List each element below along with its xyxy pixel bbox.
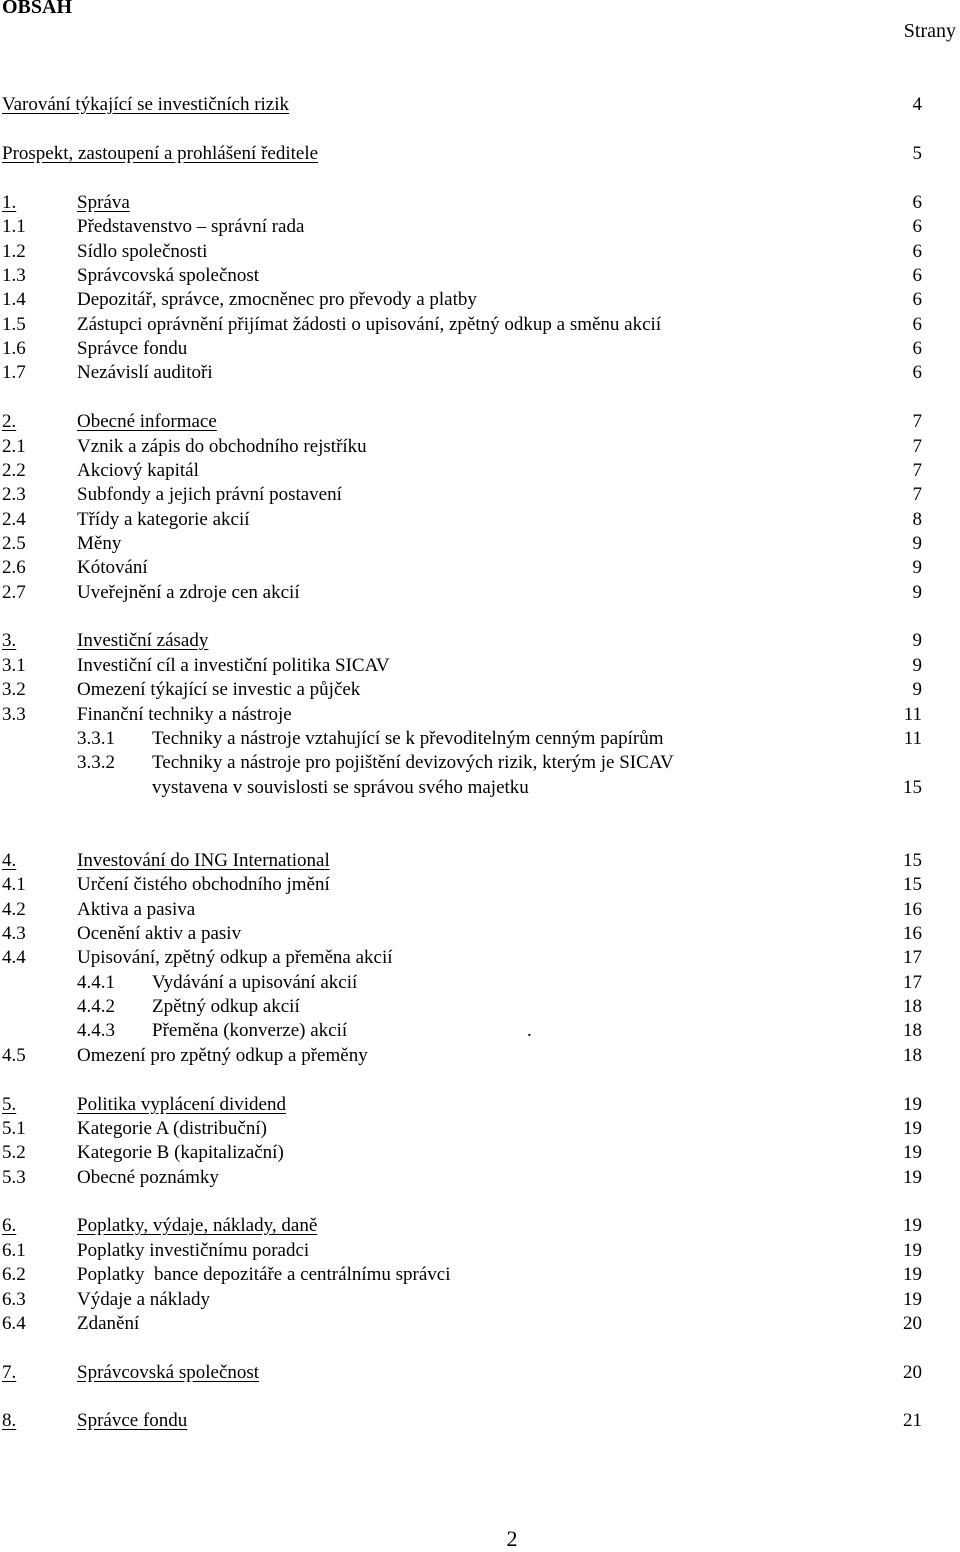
entry-title: Poplatky investičnímu poradci xyxy=(77,1240,310,1261)
section-page: 20 xyxy=(903,1362,922,1383)
entry-page: 16 xyxy=(903,899,922,920)
section-title: Investování do ING International xyxy=(77,850,330,871)
entry-page: 19 xyxy=(903,1167,922,1188)
toc-entry-3-3[interactable] xyxy=(0,703,960,727)
entry-title: Poplatky bance depozitáře a centrálnímu správci xyxy=(77,1264,451,1285)
section-number: 7. xyxy=(2,1362,17,1383)
subentry-title-continued: vystavena v souvislosti se správou svého majetku xyxy=(152,777,529,798)
entry-title: Kótování xyxy=(77,557,148,578)
subentry-page: 11 xyxy=(903,728,922,749)
entry-title: Omezení pro zpětný odkup a přeměny xyxy=(77,1045,368,1066)
entry-number: 4.3 xyxy=(2,923,26,944)
section-number: 4. xyxy=(2,850,17,871)
subentry-number: 4.4.3 xyxy=(77,1020,115,1041)
toc-title: OBSAH xyxy=(2,0,73,18)
entry-number: 6.1 xyxy=(2,1240,26,1261)
toc-entry-2-3[interactable] xyxy=(0,483,960,507)
entry-page: 20 xyxy=(903,1313,922,1334)
toc-subentry-3-3-2-continuation[interactable] xyxy=(0,776,960,800)
subentry-number: 3.3.1 xyxy=(77,728,115,749)
entry-title: Ocenění aktiv a pasiv xyxy=(77,923,242,944)
entry-title: Třídy a kategorie akcií xyxy=(77,509,250,530)
toc-entry-5-2[interactable] xyxy=(0,1141,960,1165)
toc-entry-4-4[interactable] xyxy=(0,946,960,970)
subentry-page: 18 xyxy=(903,996,922,1017)
entry-page: 8 xyxy=(912,509,922,530)
toc-entry-label: Varování týkající se investičních rizik xyxy=(2,94,290,115)
toc-entry-1-6[interactable] xyxy=(0,337,960,361)
subentry-title: Techniky a nástroje pro pojištění devizových rizik, kterým je SICAV xyxy=(152,752,674,773)
entry-number: 1.2 xyxy=(2,241,26,262)
section-title: Investiční zásady xyxy=(77,630,209,651)
subentry-page: 18 xyxy=(903,1020,922,1041)
entry-page: 7 xyxy=(912,460,922,481)
section-page: 7 xyxy=(912,411,922,432)
entry-page: 11 xyxy=(903,704,922,725)
section-page: 21 xyxy=(903,1410,922,1431)
toc-section-4[interactable] xyxy=(0,849,960,873)
section-title: Obecné informace xyxy=(77,411,217,432)
toc-section-3[interactable] xyxy=(0,629,960,653)
entry-number: 1.5 xyxy=(2,314,26,335)
toc-subentry-4-4-3[interactable] xyxy=(0,1019,960,1043)
entry-page: 9 xyxy=(912,582,922,603)
toc-section-5[interactable] xyxy=(0,1093,960,1117)
section-title: Správa xyxy=(77,192,130,213)
entry-page: 6 xyxy=(912,265,922,286)
toc-entry-1-5[interactable] xyxy=(0,313,960,337)
toc-section-6[interactable] xyxy=(0,1214,960,1238)
entry-title: Vznik a zápis do obchodního rejstříku xyxy=(77,436,367,457)
entry-title: Subfondy a jejich právní postavení xyxy=(77,484,342,505)
toc-section-2[interactable] xyxy=(0,410,960,434)
entry-number: 1.3 xyxy=(2,265,26,286)
entry-page: 6 xyxy=(912,362,922,383)
entry-title: Depozitář, správce, zmocněnec pro převody a platby xyxy=(77,289,477,310)
toc-entry-4-3[interactable] xyxy=(0,922,960,946)
subentry-title: Vydávání a upisování akcií xyxy=(152,972,358,993)
subentry-number: 4.4.2 xyxy=(77,996,115,1017)
entry-title: Zástupci oprávnění přijímat žádosti o upisování, zpětný odkup a směnu akcií xyxy=(77,314,662,335)
toc-entry-3-1[interactable] xyxy=(0,654,960,678)
toc-subentry-4-4-1[interactable] xyxy=(0,971,960,995)
section-number: 3. xyxy=(2,630,17,651)
section-title: Správcovská společnost xyxy=(77,1362,260,1383)
entry-number: 2.7 xyxy=(2,582,26,603)
entry-title: Nezávislí auditoři xyxy=(77,362,213,383)
entry-number: 1.4 xyxy=(2,289,26,310)
entry-page: 6 xyxy=(912,338,922,359)
entry-title: Kategorie B (kapitalizační) xyxy=(77,1142,284,1163)
toc-subentry-4-4-2[interactable] xyxy=(0,995,960,1019)
entry-page: 19 xyxy=(903,1118,922,1139)
toc-entry-label: Prospekt, zastoupení a prohlášení ředitele xyxy=(2,143,319,164)
subentry-page: 17 xyxy=(903,972,922,993)
pages-column-heading: Strany xyxy=(903,20,956,42)
toc-entry-1-4[interactable] xyxy=(0,288,960,312)
subentry-title: Techniky a nástroje vztahující se k převoditelným cenným papírům xyxy=(152,728,664,749)
entry-page: 9 xyxy=(912,557,922,578)
entry-number: 2.4 xyxy=(2,509,26,530)
toc-entry-2-6[interactable] xyxy=(0,556,960,580)
toc-entry-1-2[interactable] xyxy=(0,240,960,264)
entry-number: 2.5 xyxy=(2,533,26,554)
entry-title: Výdaje a náklady xyxy=(77,1289,210,1310)
entry-title: Omezení týkající se investic a půjček xyxy=(77,679,361,700)
page-number: 2 xyxy=(506,1526,518,1551)
section-page: 9 xyxy=(912,630,922,651)
toc-entry-warning[interactable] xyxy=(0,93,960,117)
toc-entry-prospect[interactable] xyxy=(0,142,960,166)
toc-entry-6-2[interactable] xyxy=(0,1263,960,1287)
entry-page: 19 xyxy=(903,1240,922,1261)
entry-title: Aktiva a pasiva xyxy=(77,899,196,920)
toc-entry-page: 4 xyxy=(912,94,922,115)
section-title: Politika vyplácení dividend xyxy=(77,1094,286,1115)
entry-page: 9 xyxy=(912,679,922,700)
toc-section-7[interactable] xyxy=(0,1361,960,1385)
entry-number: 1.6 xyxy=(2,338,26,359)
toc-subentry-3-3-1[interactable] xyxy=(0,727,960,751)
entry-title: Představenstvo – správní rada xyxy=(77,216,305,237)
entry-title: Investiční cíl a investiční politika SICAV xyxy=(77,655,390,676)
entry-number: 1.7 xyxy=(2,362,26,383)
entry-title: Uveřejnění a zdroje cen akcií xyxy=(77,582,300,603)
entry-page: 6 xyxy=(912,216,922,237)
entry-number: 3.2 xyxy=(2,679,26,700)
entry-number: 5.2 xyxy=(2,1142,26,1163)
entry-number: 4.4 xyxy=(2,947,26,968)
toc-entry-2-5[interactable] xyxy=(0,532,960,556)
toc-entry-4-2[interactable] xyxy=(0,898,960,922)
subentry-title: Přeměna (konverze) akcií xyxy=(152,1020,348,1041)
subentry-page: 15 xyxy=(903,777,922,798)
entry-number: 6.4 xyxy=(2,1313,26,1334)
entry-number: 3.3 xyxy=(2,704,26,725)
entry-page: 18 xyxy=(903,1045,922,1066)
subentry-title: Zpětný odkup akcií xyxy=(152,996,300,1017)
section-page: 19 xyxy=(903,1094,922,1115)
entry-number: 3.1 xyxy=(2,655,26,676)
entry-title: Zdanění xyxy=(77,1313,140,1334)
toc-entry-6-1[interactable] xyxy=(0,1239,960,1263)
toc-entry-3-2[interactable] xyxy=(0,678,960,702)
toc-entry-page: 5 xyxy=(912,143,922,164)
section-title: Poplatky, výdaje, náklady, daně xyxy=(77,1215,318,1236)
section-number: 8. xyxy=(2,1410,17,1431)
toc-entry-2-7[interactable] xyxy=(0,581,960,605)
entry-page: 6 xyxy=(912,289,922,310)
toc-entry-5-1[interactable] xyxy=(0,1117,960,1141)
toc-entry-5-3[interactable] xyxy=(0,1166,960,1190)
entry-number: 4.1 xyxy=(2,874,26,895)
section-number: 5. xyxy=(2,1094,17,1115)
entry-title: Obecné poznámky xyxy=(77,1167,219,1188)
section-title: Správce fondu xyxy=(77,1410,188,1431)
toc-subentry-3-3-2[interactable] xyxy=(0,751,960,775)
entry-number: 5.1 xyxy=(2,1118,26,1139)
entry-number: 1.1 xyxy=(2,216,26,237)
entry-page: 15 xyxy=(903,874,922,895)
entry-page: 6 xyxy=(912,314,922,335)
entry-number: 2.6 xyxy=(2,557,26,578)
entry-title: Měny xyxy=(77,533,122,554)
entry-page: 19 xyxy=(903,1142,922,1163)
entry-number: 5.3 xyxy=(2,1167,26,1188)
toc-entry-4-1[interactable] xyxy=(0,873,960,897)
entry-number: 2.3 xyxy=(2,484,26,505)
entry-page: 9 xyxy=(912,533,922,554)
entry-number: 4.2 xyxy=(2,899,26,920)
toc-entry-6-3[interactable] xyxy=(0,1288,960,1312)
entry-number: 4.5 xyxy=(2,1045,26,1066)
section-number: 2. xyxy=(2,411,17,432)
section-page: 15 xyxy=(903,850,922,871)
section-number: 1. xyxy=(2,192,17,213)
toc-entry-1-3[interactable] xyxy=(0,264,960,288)
entry-title: Akciový kapitál xyxy=(77,460,199,481)
entry-number: 6.2 xyxy=(2,1264,26,1285)
entry-page: 16 xyxy=(903,923,922,944)
entry-number: 2.1 xyxy=(2,436,26,457)
entry-title: Sídlo společnosti xyxy=(77,241,208,262)
entry-title: Správce fondu xyxy=(77,338,188,359)
entry-page: 17 xyxy=(903,947,922,968)
subentry-number: 4.4.1 xyxy=(77,972,115,993)
entry-title: Finanční techniky a nástroje xyxy=(77,704,292,725)
entry-page: 19 xyxy=(903,1264,922,1285)
section-page: 6 xyxy=(912,192,922,213)
toc-entry-6-4[interactable] xyxy=(0,1312,960,1336)
entry-page: 9 xyxy=(912,655,922,676)
section-page: 19 xyxy=(903,1215,922,1236)
entry-title: Upisování, zpětný odkup a přeměna akcií xyxy=(77,947,393,968)
entry-number: 6.3 xyxy=(2,1289,26,1310)
entry-page: 19 xyxy=(903,1289,922,1310)
toc-entry-1-7[interactable] xyxy=(0,361,960,385)
toc-entry-4-5[interactable] xyxy=(0,1044,960,1068)
toc-entry-2-4[interactable] xyxy=(0,508,960,532)
entry-number: 2.2 xyxy=(2,460,26,481)
entry-title: Správcovská společnost xyxy=(77,265,260,286)
entry-page: 7 xyxy=(912,484,922,505)
entry-title: Určení čistého obchodního jmění xyxy=(77,874,330,895)
entry-title: Kategorie A (distribuční) xyxy=(77,1118,267,1139)
stray-dot: . xyxy=(527,1020,532,1041)
toc-section-8[interactable] xyxy=(0,1409,960,1433)
toc-entry-2-1[interactable] xyxy=(0,435,960,459)
section-number: 6. xyxy=(2,1215,17,1236)
toc-entry-1-1[interactable] xyxy=(0,215,960,239)
entry-page: 6 xyxy=(912,241,922,262)
entry-page: 7 xyxy=(912,436,922,457)
subentry-number: 3.3.2 xyxy=(77,752,115,773)
toc-section-1[interactable] xyxy=(0,191,960,215)
toc-entry-2-2[interactable] xyxy=(0,459,960,483)
